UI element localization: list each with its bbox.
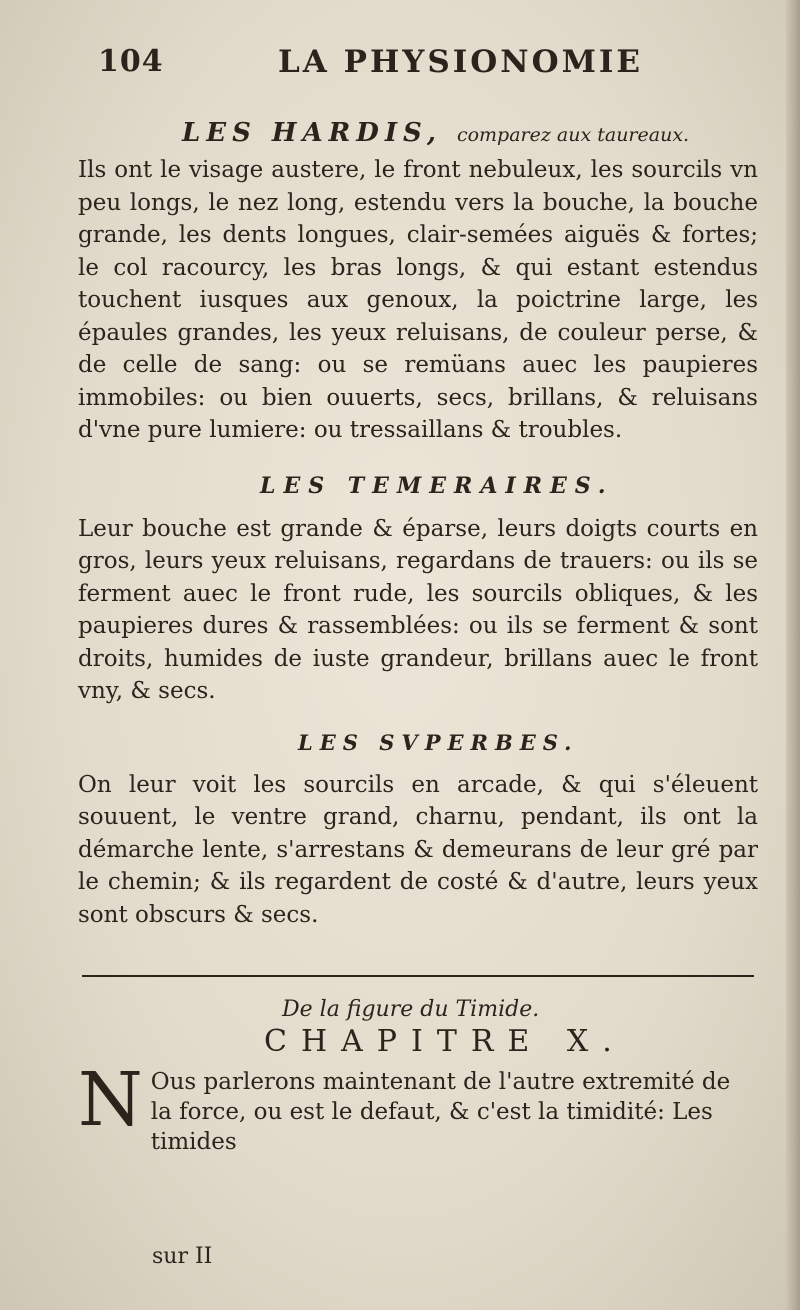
page-edge — [786, 0, 800, 1310]
section-text-hardis: Ils ont le visage austere, le front nebuleux, les sourcils vn peu longs, le nez long, estendu vers la bouche, la bouche grande, les dents longues, clair-semées aiguës & fortes; le col racourcy, les bras longs, & qui estant estendus touchent iusques aux genoux, la poictrine large, les épaules grandes, les yeux reluisans, de couleur perse, & de celle de sang: ou se remüans auec les paupieres immobiles: ou bien ouuerts, secs, brillans, & reluisans d'vne pure lumiere: ou tressaillans & troubles. — [78, 157, 758, 443]
section-heading-hardis — [182, 118, 752, 148]
page-header — [78, 36, 752, 80]
catchword: sur II — [152, 1244, 213, 1269]
section-text-temeraires: Leur bouche est grande & éparse, leurs doigts courts en gros, leurs yeux reluisans, regardans de trauers: ou ils se ferment auec le front rude, les sourcils obliques, & les paupieres dures & rassemblées: ou ils se ferment & sont droits, humides de iuste grandeur, brillans auec le front vny, & secs. — [78, 515, 758, 704]
drop-cap: N — [78, 1057, 143, 1143]
chapter-number: CHAPITRE X. — [264, 1024, 626, 1059]
running-title: LA PHYSIONOMIE — [278, 44, 644, 80]
section-heading-temeraires: LES TEMERAIRES. — [260, 472, 614, 499]
section-text-superbes: On leur voit les sourcils en arcade, & qui s'éleuent souuent, le ventre grand, charnu, pendant, ils ont la démarche lente, s'arrestans & demeurans de leur gré par le chemin; & ils regardent de costé & d'autre, leurs yeux sont obscurs & secs. — [78, 771, 758, 928]
chapter-text-block — [78, 1057, 758, 1157]
section-title: LES HARDIS, — [182, 118, 442, 148]
section-subtitle: comparez aux taureaux. — [456, 124, 690, 146]
page-number: 104 — [98, 44, 164, 79]
section-heading-superbes: LES SVPERBES. — [298, 729, 579, 755]
chapter-title: De la figure du Timide. — [282, 997, 540, 1022]
chapter-rule — [82, 975, 754, 977]
chapter-text: Ous parlerons maintenant de l'autre extremité de la force, ou est le defaut, & c'est la timidité: Les timides — [150, 1069, 731, 1155]
